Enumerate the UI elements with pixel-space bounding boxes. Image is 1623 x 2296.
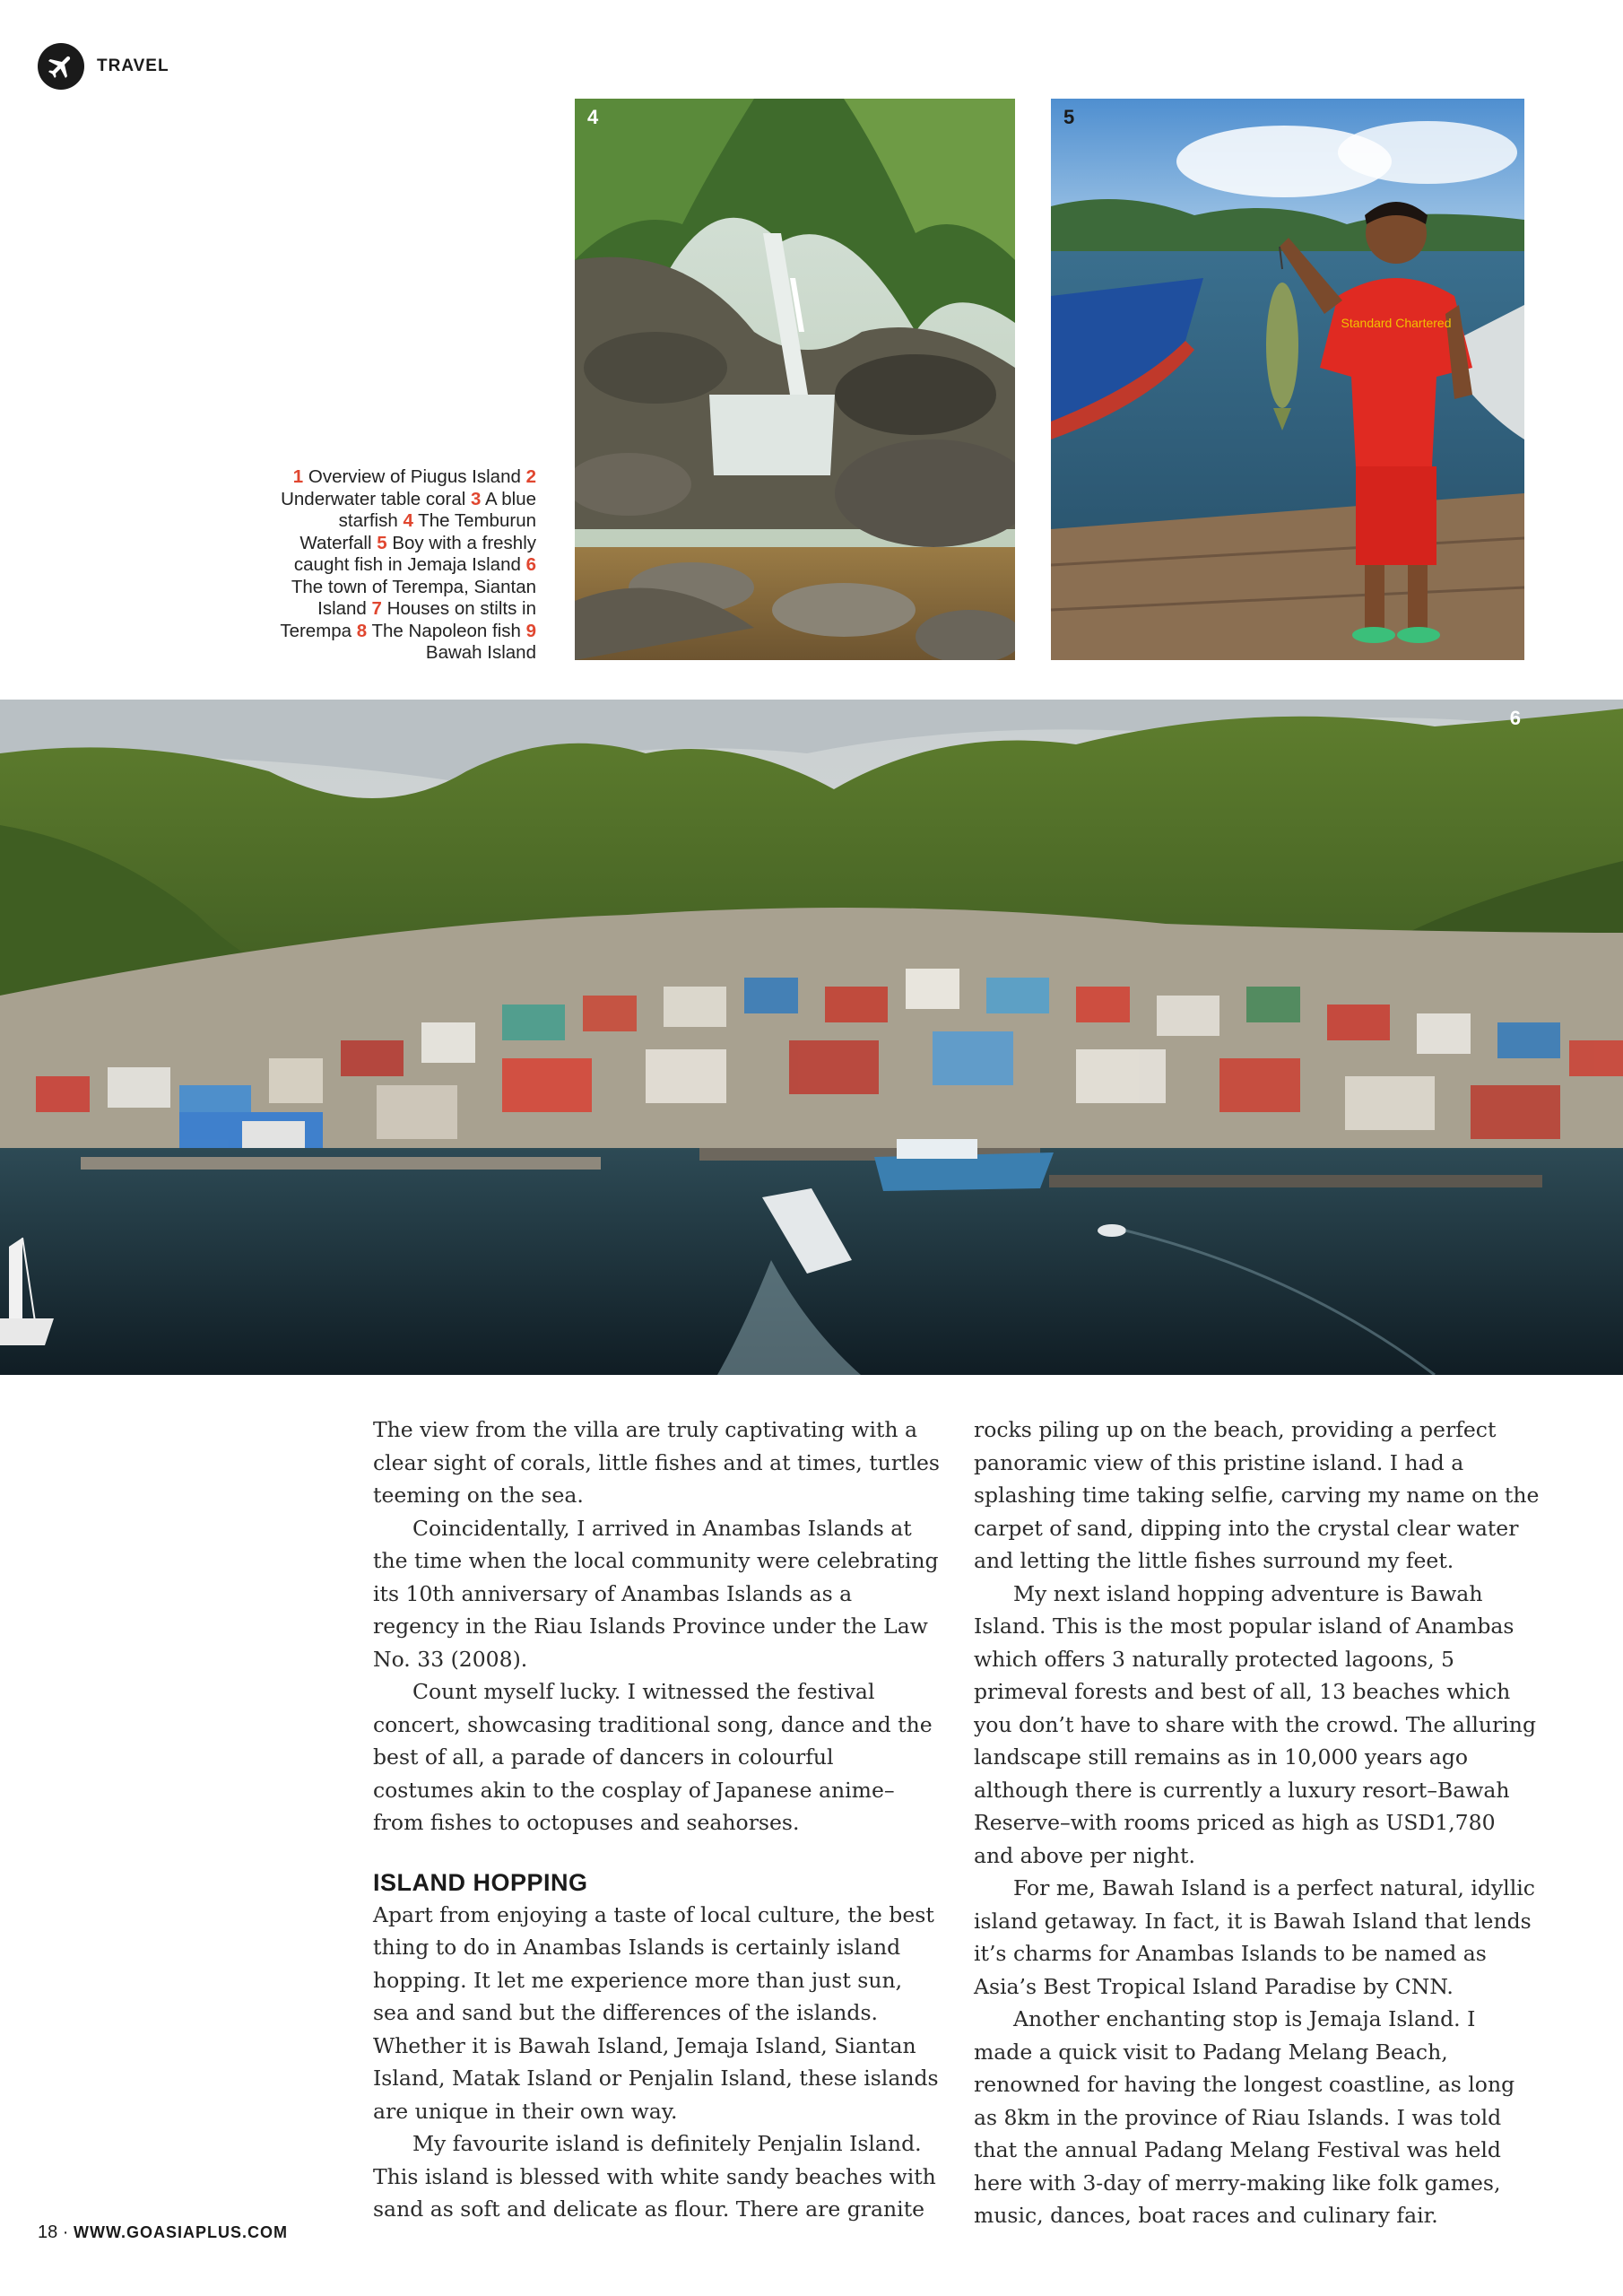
- section-label: TRAVEL: [97, 57, 169, 75]
- section-heading: ISLAND HOPPING: [373, 1868, 588, 1896]
- caption-text: Boy with a freshly caught fish in Jemaja Island: [293, 532, 536, 575]
- caption-text: Houses on stilts in Terempa: [280, 598, 536, 641]
- shirt-print: Standard Chartered: [1341, 316, 1452, 330]
- caption-number: 8: [356, 620, 368, 641]
- paragraph: Count myself lucky. I witnessed the festival concert, showcasing traditional song, dance and the best of all, a parade of dancers in colourful costumes akin to the cosplay of Japanese anime–from fishes to octopuses and seahorses.: [373, 1679, 933, 1835]
- caption-number: 4: [403, 510, 413, 531]
- photo-terempa-town: [0, 700, 1623, 1375]
- paragraph: rocks piling up on the beach, providing a perfect panoramic view of this pristine island. I had a splashing time taking selfie, carving my name on the carpet of sand, dipping into the crystal clear water and letting the little fishes surround my feet.: [974, 1417, 1540, 1573]
- paragraph: My next island hopping adventure is Bawah Island. This is the most popular island of Anambas which offers 3 naturally protected lagoons, 5 primeval forests and best of all, 13 beaches which you don’t have to share with the crowd. The alluring landscape still remains as in 10,000 years ago although there is currently a luxury resort–Bawah Reserve–with rooms priced as high as USD1,780 and above per night.: [974, 1580, 1536, 1868]
- caption-number: 3: [471, 488, 482, 509]
- photo-captions: [269, 466, 536, 665]
- paragraph: Apart from enjoying a taste of local culture, the best thing to do in Anambas Islands is certainly island hopping. It let me experience more than just sun, sea and sand but the differences of the islands. Whether it is Bawah Island, Jemaja Island, Siantan Island, Matak Island or Penjalin Island, these islands are unique in their own way.: [373, 1901, 939, 2124]
- caption-number: 6: [525, 554, 536, 575]
- caption-number: 7: [371, 598, 382, 619]
- paragraph: The view from the villa are truly captivating with a clear sight of corals, little fishes and at times, turtles teeming on the sea.: [373, 1417, 940, 1508]
- caption-number: 1: [292, 466, 304, 487]
- caption-text: The Temburun Waterfall: [299, 510, 536, 553]
- caption-text: Bawah Island: [425, 642, 536, 663]
- website-url: WWW.GOASIAPLUS.COM: [74, 2223, 289, 2241]
- caption-text: A blue starfish: [338, 488, 536, 531]
- airplane-icon: [38, 43, 84, 90]
- paragraph: My favourite island is definitely Penjalin Island. This island is blessed with white sandy beaches with sand as soft and delicate as flour. There are granite: [373, 2131, 936, 2222]
- page-footer: [38, 2222, 288, 2243]
- photo-number-4: 4: [587, 106, 599, 128]
- page-number: 18: [38, 2222, 58, 2242]
- section-header: [38, 43, 169, 90]
- article-column-right: [974, 1413, 1541, 2232]
- footer-separator: ·: [57, 2222, 74, 2242]
- paragraph: Another enchanting stop is Jemaja Island. I made a quick visit to Padang Melang Beach, renowned for having the longest coastline, as long as 8km in the province of Riau Islands. I was told that the annual Padang Melang Festival was held here with 3-day of merry-making like folk games, music, dances, boat races and culinary fair.: [974, 2006, 1515, 2228]
- caption-text: Underwater table coral: [281, 488, 472, 509]
- photo-number-6: 6: [1509, 707, 1521, 729]
- photo-waterfall: [575, 99, 1015, 660]
- caption-text: The town of Terempa, Siantan Island: [291, 576, 536, 619]
- paragraph: Coincidentally, I arrived in Anambas Islands at the time when the local community were celebrating its 10th anniversary of Anambas Islands as a regency in the Riau Islands Province under the Law No. 33 (2008).: [373, 1515, 939, 1672]
- caption-text: The Napoleon fish: [367, 620, 526, 641]
- article-column-left: [373, 1413, 940, 2226]
- paragraph: For me, Bawah Island is a perfect natural, idyllic island getaway. In fact, it is Bawah Island that lends it’s charms for Anambas Islands to be named as Asia’s Best Tropical Island Paradise by CNN.: [974, 1875, 1535, 1999]
- photo-boy-with-fish: [1051, 99, 1524, 660]
- caption-text: Overview of Piugus Island: [303, 466, 526, 487]
- photo-number-5: 5: [1063, 106, 1075, 128]
- caption-number: 2: [525, 466, 536, 487]
- caption-number: 9: [525, 620, 536, 641]
- caption-number: 5: [377, 532, 387, 553]
